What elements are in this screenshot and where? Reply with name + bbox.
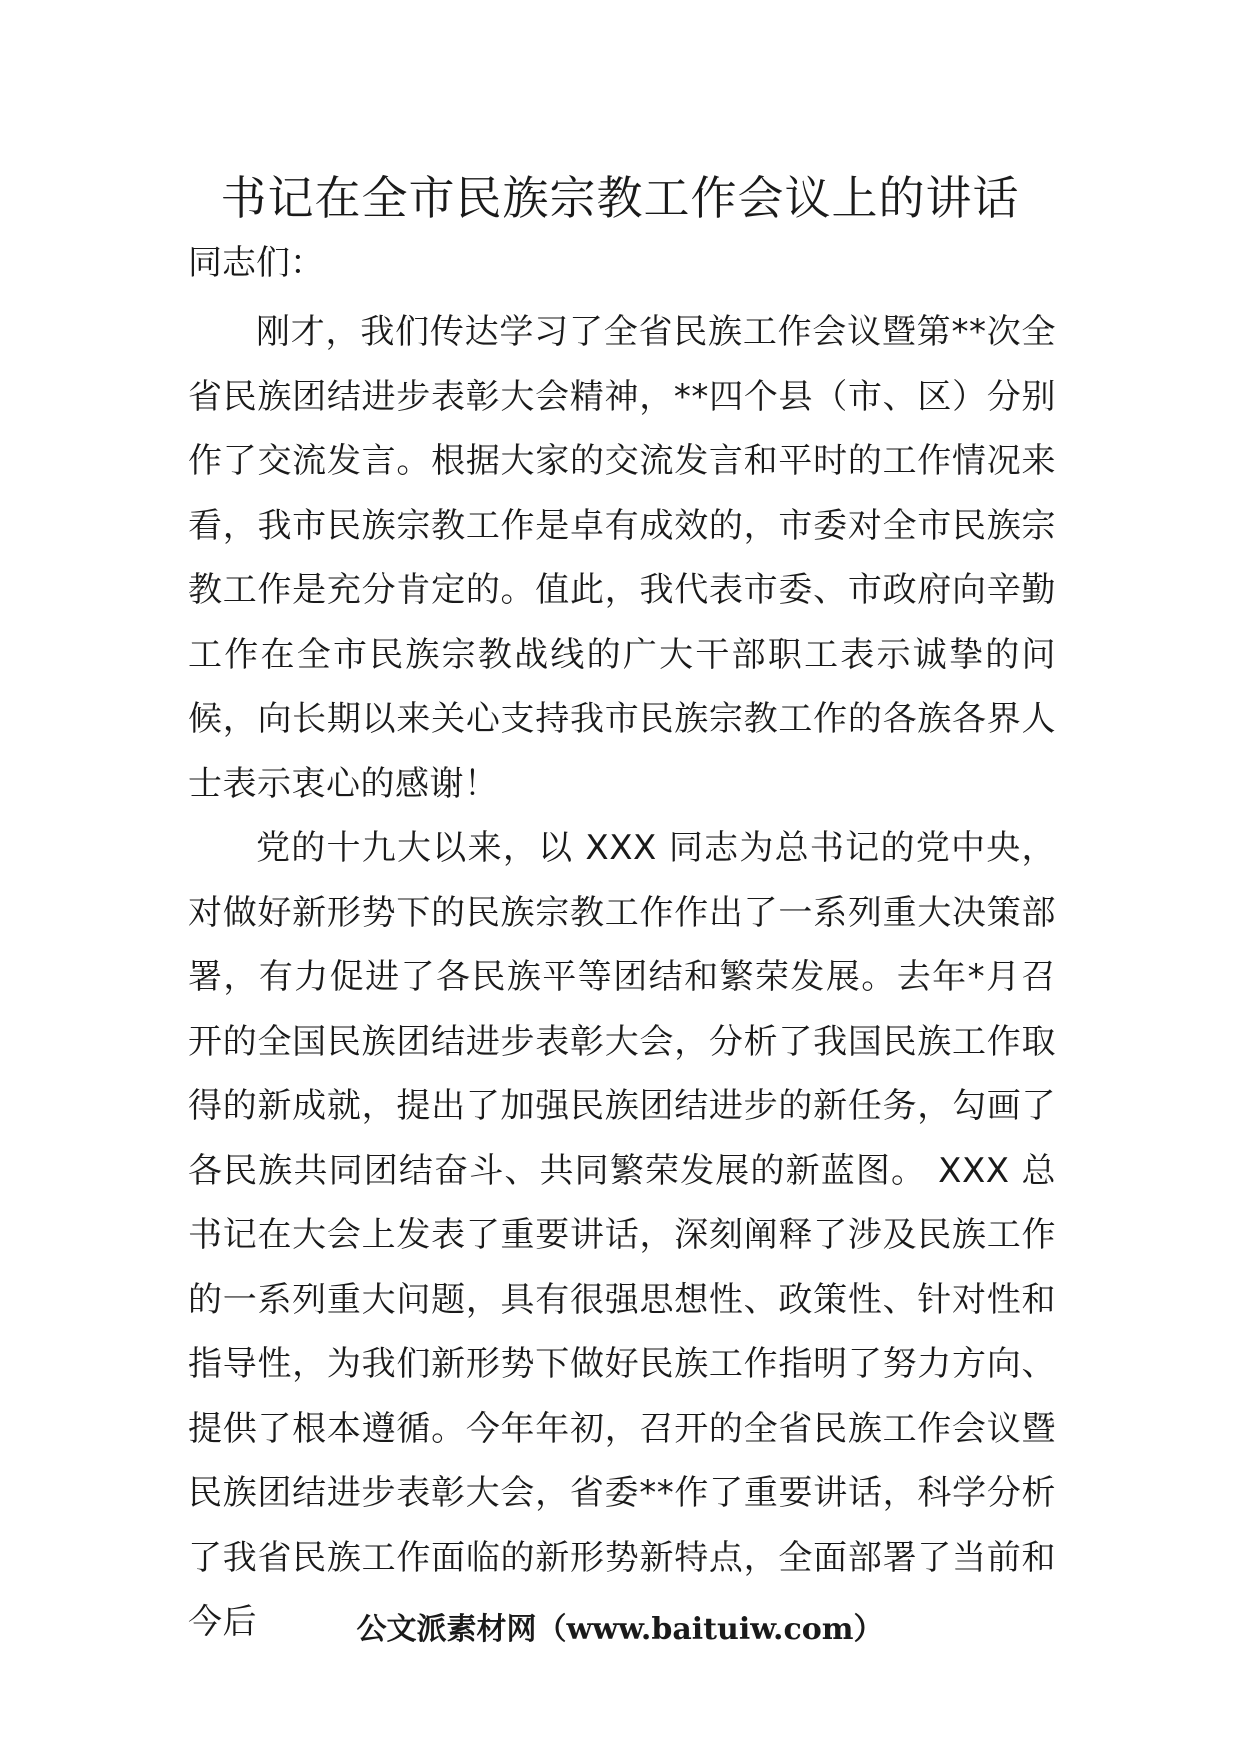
salutation: 同志们：: [188, 243, 324, 283]
paragraph-2: 党的十九大以来，以 XXX 同志为总书记的党中央，对做好新形势下的民族宗教工作作出了一系列重大决策部署，有力促进了各民族平等团结和繁荣发展。去年*月召开的全国民族团结进步表彰大会，分析了我国民族工作取得的新成就，提出了加强民族团结进步的新任务，勾画了各民族共同团结奋斗、共同繁荣发展的新蓝图。 XXX 总书记在大会上发表了重要讲话，深刻阐释了涉及民族工作的一系列重大问题，具有很强思想性、政策性、针对性和指导性，为我们新形势下做好民族工作指明了努力方向、提供了根本遵循。今年年初，召开的全省民族工作会议暨民族团结进步表彰大会，省委**作了重要讲话，科学分析了我省民族工作面临的新形势新特点，全面部署了当前和今后: [188, 828, 1056, 1642]
document-title: 书记在全市民族宗教工作会议上的讲话: [220, 171, 1020, 225]
paragraph-1: 刚才，我们传达学习了全省民族工作会议暨第**次全省民族团结进步表彰大会精神，**四个县（市、区）分别作了交流发言。根据大家的交流发言和平时的工作情况来看，我市民族宗教工作是卓有成效的，市委对全市民族宗教工作是充分肯定的。值此，我代表市委、市政府向辛勤工作在全市民族宗教战线的广大干部职工表示诚挚的问候，向长期以来关心支持我市民族宗教工作的各族各界人士表示衷心的感谢！: [188, 312, 1056, 804]
footer-watermark: 公文派素材网（www.baituiw.com）: [356, 1612, 884, 1647]
document-body: [188, 300, 1056, 1655]
